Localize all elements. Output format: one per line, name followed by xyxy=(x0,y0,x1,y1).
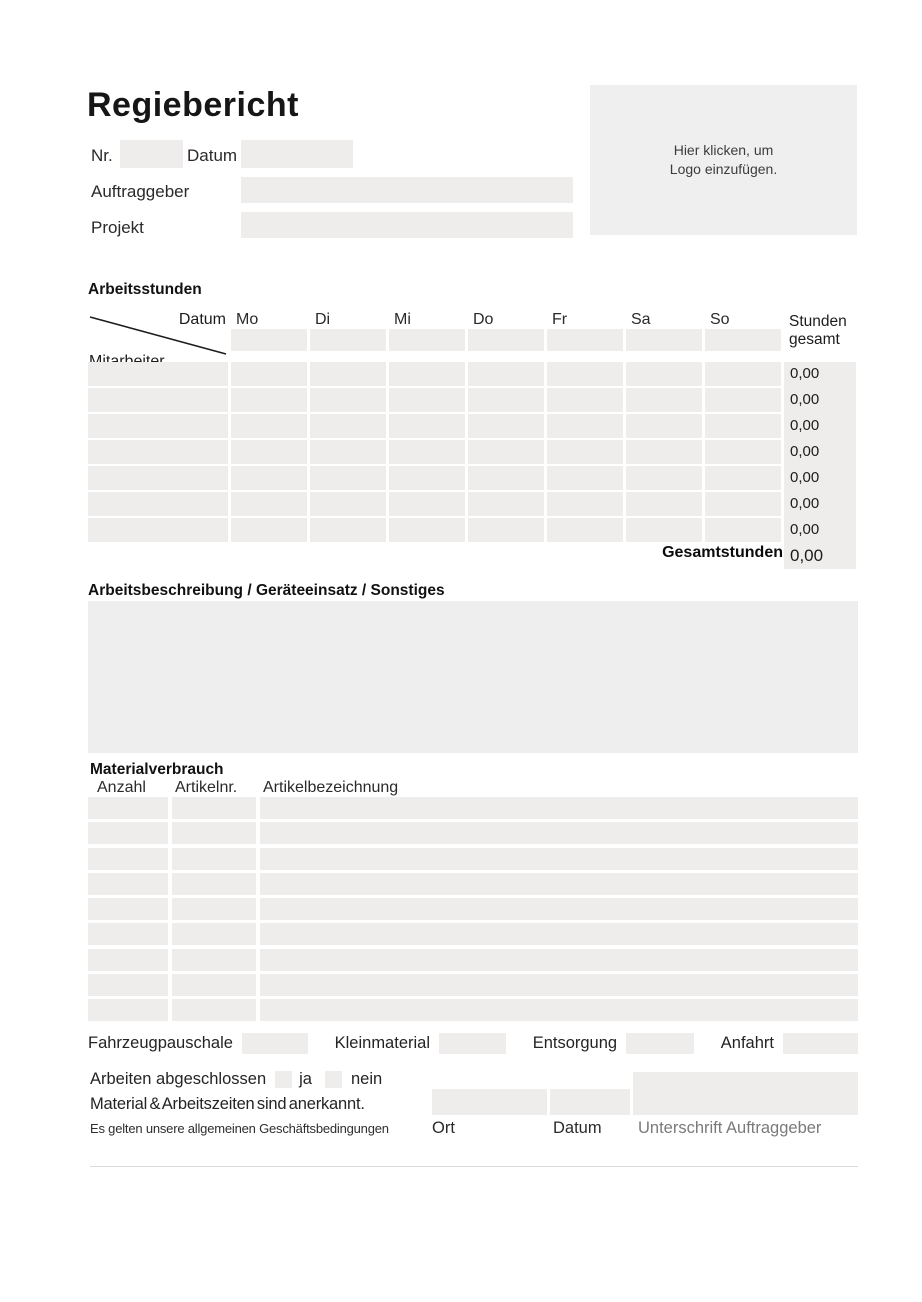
hours-input-di[interactable] xyxy=(310,362,386,386)
hours-input-so[interactable] xyxy=(705,362,781,386)
logo-upload-placeholder[interactable] xyxy=(590,85,857,235)
material-table-row xyxy=(88,898,858,920)
entsorgung-label: Entsorgung xyxy=(532,1033,618,1052)
hours-input-di[interactable] xyxy=(310,518,386,542)
employee-name-input[interactable] xyxy=(88,362,228,386)
hours-input-mi[interactable] xyxy=(389,440,465,464)
signature-label: Unterschrift Auftraggeber xyxy=(638,1119,822,1137)
day-header-fr: Fr xyxy=(552,311,568,328)
material-table-row xyxy=(88,999,858,1021)
hours-input-so[interactable] xyxy=(705,518,781,542)
material-artikelbezeichnung-input[interactable] xyxy=(260,873,858,895)
acknowledged-text: Material & Arbeitszeiten sind anerkannt. xyxy=(90,1095,365,1113)
no-label: nein xyxy=(350,1070,383,1088)
hours-input-mo[interactable] xyxy=(231,466,307,490)
hours-total-header-line1: Stunden xyxy=(789,313,847,330)
hours-input-mi[interactable] xyxy=(389,518,465,542)
day-header-mo: Mo xyxy=(236,311,259,328)
date-input-sa[interactable] xyxy=(626,329,702,351)
hours-input-fr[interactable] xyxy=(547,492,623,516)
hours-input-di[interactable] xyxy=(310,414,386,438)
hours-input-mi[interactable] xyxy=(389,388,465,412)
material-table-row xyxy=(88,873,858,895)
hours-input-do[interactable] xyxy=(468,414,544,438)
material-col-artikelnr: Artikelnr. xyxy=(175,779,238,796)
day-header-mi: Mi xyxy=(394,311,411,328)
material-col-anzahl: Anzahl xyxy=(97,779,146,796)
datum-footer-input[interactable] xyxy=(550,1089,630,1115)
footer-block xyxy=(88,1070,858,1140)
material-anzahl-input[interactable] xyxy=(88,974,168,996)
hours-input-do[interactable] xyxy=(468,466,544,490)
no-checkbox[interactable] xyxy=(325,1071,342,1088)
hours-input-so[interactable] xyxy=(705,466,781,490)
material-artikelnr-input[interactable] xyxy=(172,974,256,996)
yes-checkbox[interactable] xyxy=(275,1071,292,1088)
page-title: Regiebericht xyxy=(87,86,299,124)
material-artikelnr-input[interactable] xyxy=(172,848,256,870)
employee-name-input[interactable] xyxy=(88,466,228,490)
material-artikelbezeichnung-input[interactable] xyxy=(260,949,858,971)
day-header-so: So xyxy=(710,311,730,328)
date-input-do[interactable] xyxy=(468,329,544,351)
date-input-mo[interactable] xyxy=(231,329,307,351)
hours-input-sa[interactable] xyxy=(626,440,702,464)
material-artikelbezeichnung-input[interactable] xyxy=(260,848,858,870)
material-artikelnr-input[interactable] xyxy=(172,949,256,971)
fahrzeugpauschale-group xyxy=(88,1033,308,1054)
anfahrt-label: Anfahrt xyxy=(720,1033,774,1052)
material-artikelbezeichnung-input[interactable] xyxy=(260,797,858,819)
hours-input-so[interactable] xyxy=(705,388,781,412)
datum-input[interactable] xyxy=(241,140,353,168)
material-table xyxy=(88,797,858,1025)
hours-axis-corner xyxy=(88,311,228,359)
hours-input-so[interactable] xyxy=(705,440,781,464)
material-table-row xyxy=(88,822,858,844)
row-total-value: 0,00 xyxy=(790,495,820,512)
material-artikelnr-input[interactable] xyxy=(172,923,256,945)
hours-input-mi[interactable] xyxy=(389,414,465,438)
material-artikelbezeichnung-input[interactable] xyxy=(260,822,858,844)
material-col-artikelbezeichnung: Artikelbezeichnung xyxy=(263,779,399,796)
hours-input-do[interactable] xyxy=(468,362,544,386)
hours-input-di[interactable] xyxy=(310,466,386,490)
material-anzahl-input[interactable] xyxy=(88,822,168,844)
material-table-row xyxy=(88,848,858,870)
material-anzahl-input[interactable] xyxy=(88,923,168,945)
hours-input-so[interactable] xyxy=(705,492,781,516)
date-input-fr[interactable] xyxy=(547,329,623,351)
nr-label: Nr. xyxy=(91,146,113,165)
material-artikelnr-input[interactable] xyxy=(172,873,256,895)
hours-axis-datum-label: Datum xyxy=(178,311,226,328)
entsorgung-input[interactable] xyxy=(626,1033,694,1054)
ort-input[interactable] xyxy=(432,1089,547,1115)
employee-name-input[interactable] xyxy=(88,388,228,412)
employee-name-input[interactable] xyxy=(88,492,228,516)
terms-text: Es gelten unsere allgemeinen Geschäftsbedingungen xyxy=(90,1121,389,1136)
anfahrt-group xyxy=(721,1033,858,1054)
material-table-row xyxy=(88,797,858,819)
employee-name-input[interactable] xyxy=(88,518,228,542)
material-anzahl-input[interactable] xyxy=(88,848,168,870)
day-header-sa: Sa xyxy=(631,311,651,328)
hours-input-fr[interactable] xyxy=(547,440,623,464)
description-textarea[interactable] xyxy=(88,601,858,753)
material-artikelnr-input[interactable] xyxy=(172,898,256,920)
material-artikelnr-input[interactable] xyxy=(172,999,256,1021)
hours-input-mo[interactable] xyxy=(231,362,307,386)
yes-label: ja xyxy=(299,1070,312,1088)
hours-input-do[interactable] xyxy=(468,440,544,464)
hours-input-sa[interactable] xyxy=(626,414,702,438)
grand-total-label: Gesamtstunden xyxy=(662,544,783,561)
kleinmaterial-label: Kleinmaterial xyxy=(334,1033,430,1052)
row-total-value: 0,00 xyxy=(790,443,820,460)
hours-input-sa[interactable] xyxy=(626,388,702,412)
hours-input-mi[interactable] xyxy=(389,466,465,490)
fahrzeugpauschale-input[interactable] xyxy=(242,1033,308,1054)
datum-label: Datum xyxy=(187,146,238,165)
hours-input-di[interactable] xyxy=(310,388,386,412)
entsorgung-group xyxy=(533,1033,694,1054)
material-artikelbezeichnung-input[interactable] xyxy=(260,898,858,920)
completed-line xyxy=(90,1070,382,1089)
hours-input-di[interactable] xyxy=(310,492,386,516)
row-total-value: 0,00 xyxy=(790,391,820,408)
hours-input-mo[interactable] xyxy=(231,414,307,438)
material-artikelbezeichnung-input[interactable] xyxy=(260,974,858,996)
kleinmaterial-group xyxy=(335,1033,506,1054)
logo-placeholder-line1: Hier klicken, um xyxy=(673,142,774,158)
hours-input-do[interactable] xyxy=(468,518,544,542)
bottom-divider xyxy=(90,1166,858,1167)
hours-section-heading: Arbeitsstunden xyxy=(88,281,202,298)
material-table-row xyxy=(88,923,858,945)
logo-placeholder-line2: Logo einzufügen. xyxy=(669,161,778,177)
hours-input-mo[interactable] xyxy=(231,440,307,464)
hours-input-do[interactable] xyxy=(468,388,544,412)
hours-input-mi[interactable] xyxy=(389,362,465,386)
extras-row xyxy=(88,1032,858,1054)
hours-input-mo[interactable] xyxy=(231,518,307,542)
material-artikelbezeichnung-input[interactable] xyxy=(260,999,858,1021)
hours-input-fr[interactable] xyxy=(547,518,623,542)
material-artikelbezeichnung-input[interactable] xyxy=(260,923,858,945)
material-anzahl-input[interactable] xyxy=(88,797,168,819)
hours-input-mo[interactable] xyxy=(231,388,307,412)
description-section-heading: Arbeitsbeschreibung / Geräteeinsatz / Sonstiges xyxy=(88,582,445,599)
datum-footer-label: Datum xyxy=(553,1119,602,1137)
day-header-di: Di xyxy=(315,311,331,328)
material-table-row xyxy=(88,949,858,971)
projekt-label: Projekt xyxy=(91,218,144,237)
date-input-di[interactable] xyxy=(310,329,386,351)
completed-label: Arbeiten abgeschlossen xyxy=(90,1070,267,1088)
hours-input-sa[interactable] xyxy=(626,362,702,386)
row-total-value: 0,00 xyxy=(790,417,820,434)
hours-input-fr[interactable] xyxy=(547,414,623,438)
row-total-value: 0,00 xyxy=(790,521,820,538)
material-anzahl-input[interactable] xyxy=(88,949,168,971)
day-header-do: Do xyxy=(473,311,494,328)
row-total-value: 0,00 xyxy=(790,469,820,486)
hours-input-mo[interactable] xyxy=(231,492,307,516)
date-input-mi[interactable] xyxy=(389,329,465,351)
auftraggeber-input[interactable] xyxy=(241,177,573,203)
anfahrt-input[interactable] xyxy=(783,1033,858,1054)
auftraggeber-label: Auftraggeber xyxy=(91,182,190,201)
projekt-input[interactable] xyxy=(241,212,573,238)
row-total-value: 0,00 xyxy=(790,365,820,382)
fahrzeugpauschale-label: Fahrzeugpauschale xyxy=(88,1033,233,1052)
nr-input[interactable] xyxy=(120,140,183,168)
hours-input-fr[interactable] xyxy=(547,466,623,490)
hours-input-di[interactable] xyxy=(310,440,386,464)
material-artikelnr-input[interactable] xyxy=(172,797,256,819)
hours-input-sa[interactable] xyxy=(626,518,702,542)
material-table-row xyxy=(88,974,858,996)
date-input-so[interactable] xyxy=(705,329,781,351)
hours-input-so[interactable] xyxy=(705,414,781,438)
hours-input-fr[interactable] xyxy=(547,362,623,386)
hours-input-do[interactable] xyxy=(468,492,544,516)
employee-name-input[interactable] xyxy=(88,414,228,438)
signature-area[interactable] xyxy=(633,1072,858,1115)
hours-total-column-header xyxy=(789,313,847,349)
hours-input-mi[interactable] xyxy=(389,492,465,516)
hours-total-header-line2: gesamt xyxy=(789,331,840,348)
grand-total-value: 0,00 xyxy=(790,546,824,565)
hours-input-sa[interactable] xyxy=(626,492,702,516)
material-anzahl-input[interactable] xyxy=(88,999,168,1021)
ort-footer-label: Ort xyxy=(432,1119,455,1137)
material-section-heading: Materialverbrauch xyxy=(90,761,224,778)
employee-name-input[interactable] xyxy=(88,440,228,464)
material-artikelnr-input[interactable] xyxy=(172,822,256,844)
hours-input-sa[interactable] xyxy=(626,466,702,490)
hours-input-fr[interactable] xyxy=(547,388,623,412)
material-anzahl-input[interactable] xyxy=(88,898,168,920)
hours-table xyxy=(88,311,858,572)
kleinmaterial-input[interactable] xyxy=(439,1033,506,1054)
material-anzahl-input[interactable] xyxy=(88,873,168,895)
